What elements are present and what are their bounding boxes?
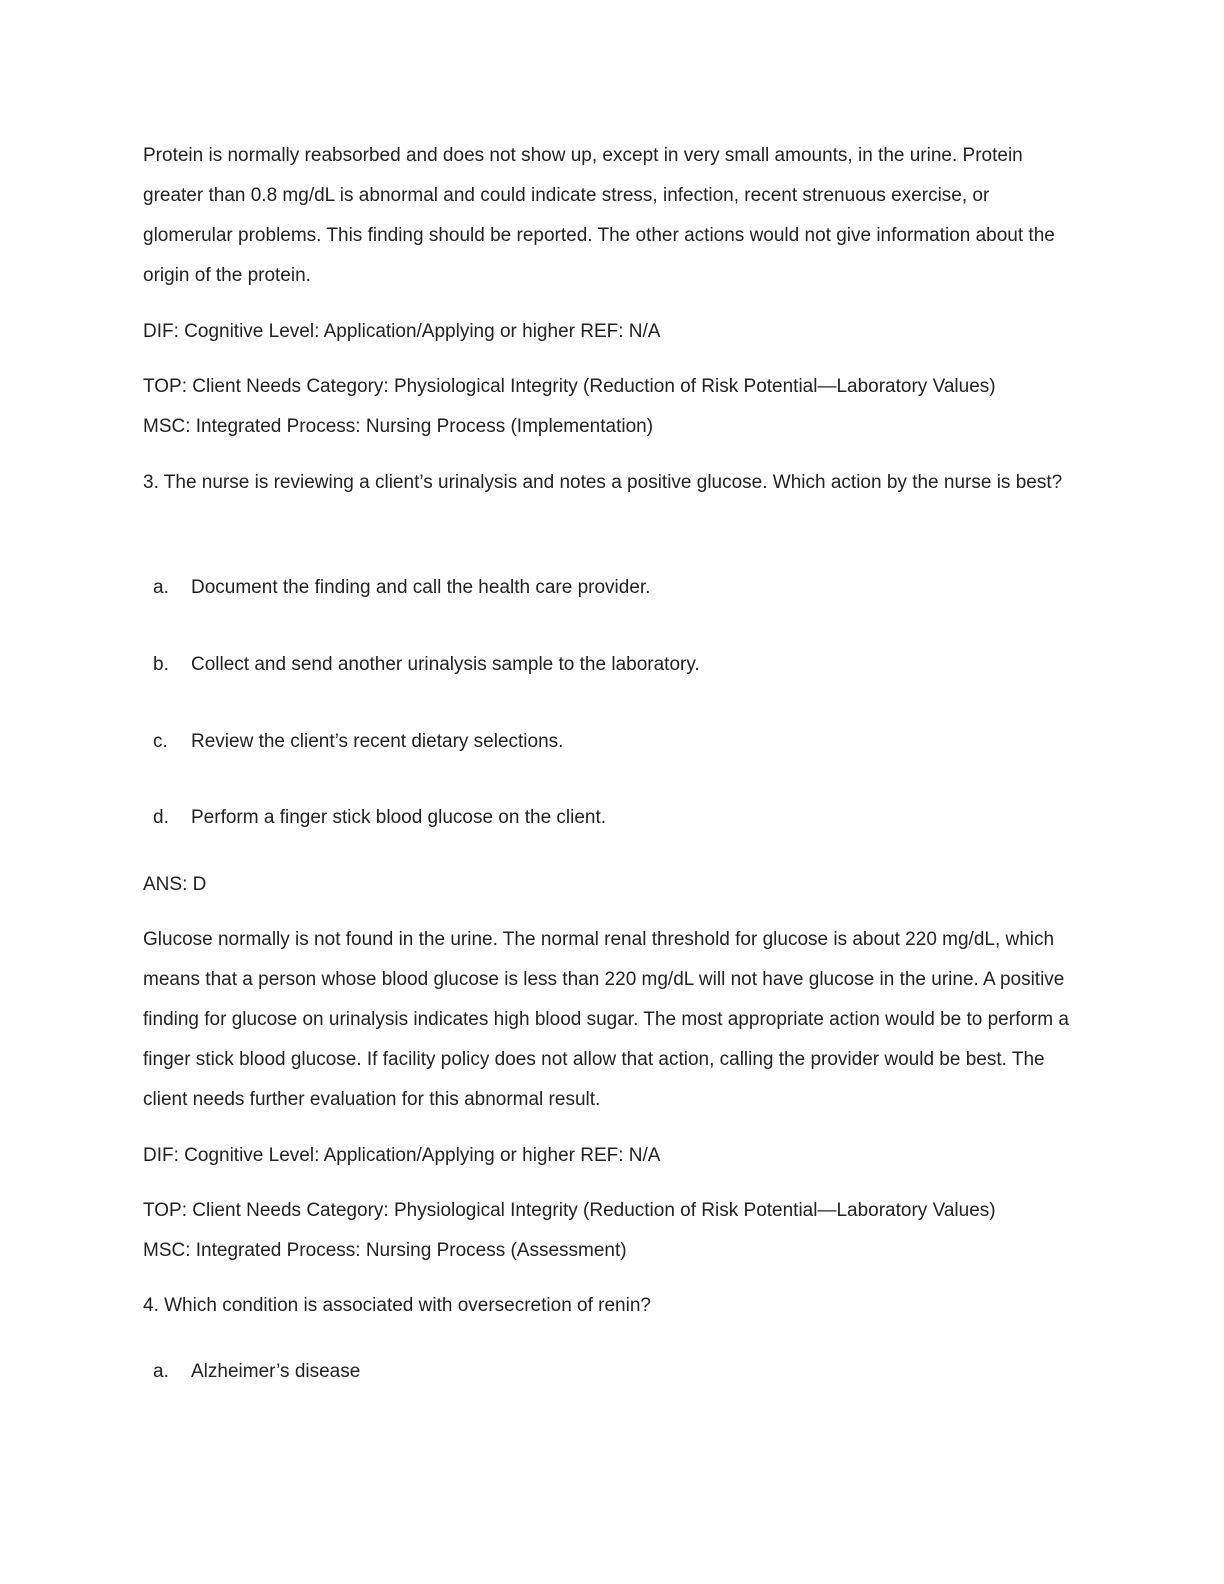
option-text: Document the finding and call the health care provider. <box>191 577 651 598</box>
q3-answer: ANS: D <box>143 874 207 895</box>
q2-dif-line: DIF: Cognitive Level: Application/Applying or higher REF: N/A <box>143 321 661 342</box>
q3-option-b <box>143 645 1083 685</box>
q2-rationale: Protein is normally reabsorbed and does not show up, except in very small amounts, in the urine. Protein greater than 0.8 mg/dL is abnormal and could indicate stress, infection, recent strenuous exercise, or glomerular problems. This finding should be reported. The other actions would not give information about the origin of the protein. <box>143 145 1055 286</box>
option-letter: a. <box>153 577 169 598</box>
q3-option-c <box>143 722 1083 762</box>
option-text: Review the client’s recent dietary selections. <box>191 731 564 752</box>
q2-top-line: TOP: Client Needs Category: Physiological Integrity (Reduction of Risk Potential—Laboratory Values) <box>143 376 996 397</box>
q3-stem: 3. The nurse is reviewing a client’s urinalysis and notes a positive glucose. Which action by the nurse is best? <box>143 472 1063 493</box>
option-letter: a. <box>153 1361 169 1382</box>
option-text: Collect and send another urinalysis sample to the laboratory. <box>191 654 700 675</box>
q4-option-a <box>143 1352 1083 1392</box>
q2-msc-line: MSC: Integrated Process: Nursing Process (Implementation) <box>143 416 654 437</box>
option-text: Alzheimer’s disease <box>191 1361 361 1382</box>
q3-rationale: Glucose normally is not found in the urine. The normal renal threshold for glucose is about 220 mg/dL, which means that a person whose blood glucose is less than 220 mg/dL will not have glucose in the urine. A positive finding for glucose on urinalysis indicates high blood sugar. The most appropriate action would be to perform a finger stick blood glucose. If facility policy does not allow that action, calling the provider would be best. The client needs further evaluation for this abnormal result. <box>143 929 1069 1110</box>
q4-stem: 4. Which condition is associated with oversecretion of renin? <box>143 1295 651 1316</box>
q3-option-a <box>143 568 1083 608</box>
q3-top-line: TOP: Client Needs Category: Physiological Integrity (Reduction of Risk Potential—Laboratory Values) <box>143 1200 996 1221</box>
option-letter: c. <box>153 731 168 752</box>
option-text: Perform a finger stick blood glucose on the client. <box>191 807 607 828</box>
q3-dif-line: DIF: Cognitive Level: Application/Applying or higher REF: N/A <box>143 1145 661 1166</box>
option-letter: d. <box>153 807 169 828</box>
q3-option-d <box>143 798 1083 838</box>
q3-msc-line: MSC: Integrated Process: Nursing Process (Assessment) <box>143 1240 627 1261</box>
option-letter: b. <box>153 654 169 675</box>
